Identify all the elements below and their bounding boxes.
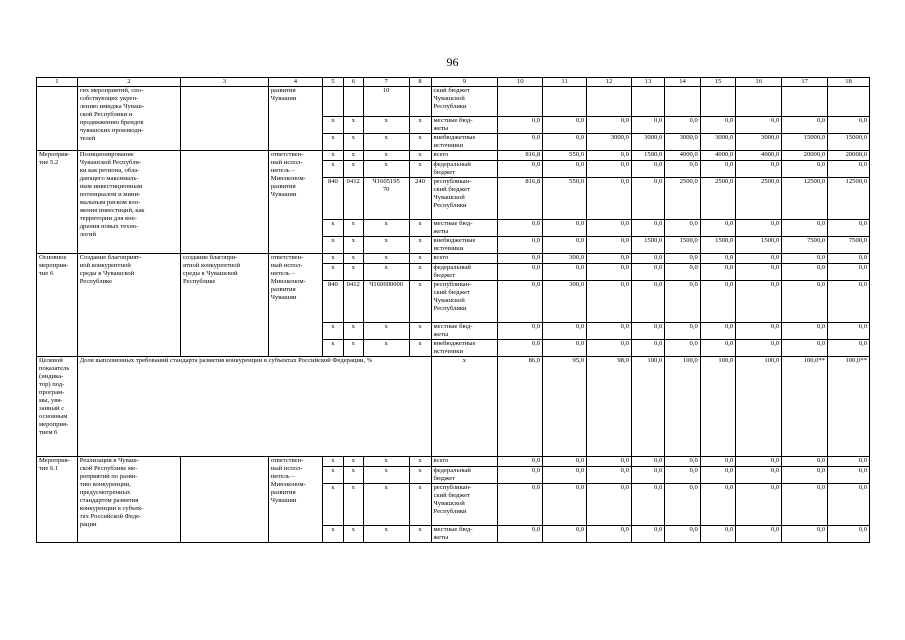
- rzpr-cell: x: [343, 323, 363, 340]
- grbs-cell: x: [322, 161, 343, 178]
- value-cell: 0,0: [736, 340, 782, 357]
- indicator-value-cell: 95,0: [543, 357, 587, 457]
- value-cell: 0,0: [736, 526, 782, 543]
- funding-source-cell: республикан- ский бюджет Чувашской Республики: [431, 178, 498, 220]
- value-cell: 0,0: [828, 161, 870, 178]
- vr-cell: x: [409, 340, 431, 357]
- executor-cell: ответствен- ный испол- нитель – Минэконом- развития Чувашии: [268, 457, 322, 543]
- value-cell: 20000,0: [782, 151, 828, 161]
- funding-source-cell: внебюджетные источники: [431, 340, 498, 357]
- value-cell: 0,0: [498, 264, 543, 281]
- value-cell: 0,0: [736, 281, 782, 323]
- event-name-cell: гих мероприятий, спо- собствующих укреп- лению имиджа Чуваш- ской Республики и продвижению брендов чувашских производи- телей: [77, 87, 180, 151]
- value-cell: 0,0: [631, 526, 664, 543]
- funding-source-cell: внебюджетные источники: [431, 237, 498, 254]
- rzpr-cell: x: [343, 220, 363, 237]
- executor-cell: ответствен- ный испол- нитель – Минэконом- развития Чувашии: [268, 254, 322, 357]
- value-cell: 1500,0: [631, 151, 664, 161]
- rzpr-cell: x: [343, 467, 363, 484]
- vr-cell: [409, 87, 431, 117]
- value-cell: [665, 87, 700, 117]
- value-cell: 0,0: [587, 151, 632, 161]
- executor-cell: развития Чувашии: [268, 87, 322, 151]
- csr-cell: 10: [363, 87, 409, 117]
- header-cell: 3: [181, 78, 269, 87]
- value-cell: 0,0: [736, 220, 782, 237]
- indicator-label-cell: Целевой показатель (индика- тор) под- програм- мы, увя- занный с основным мероприя- тием 6: [37, 357, 78, 457]
- value-cell: 20000,0: [828, 151, 870, 161]
- value-cell: 4000,0: [665, 151, 700, 161]
- value-cell: 0,0: [498, 220, 543, 237]
- table-row: [37, 87, 870, 117]
- grbs-cell: x: [322, 457, 343, 467]
- vr-cell: x: [409, 467, 431, 484]
- value-cell: [828, 87, 870, 117]
- vr-cell: x: [409, 281, 431, 323]
- rzpr-cell: x: [343, 237, 363, 254]
- value-cell: 0,0: [631, 340, 664, 357]
- value-cell: 0,0: [828, 264, 870, 281]
- value-cell: 0,0: [587, 254, 632, 264]
- funding-source-cell: ский бюджет Чувашской Республики: [431, 87, 498, 117]
- value-cell: 0,0: [631, 484, 664, 526]
- funding-source-cell: федеральный бюджет: [431, 264, 498, 281]
- value-cell: 0,0: [828, 254, 870, 264]
- csr-cell: x: [363, 151, 409, 161]
- funding-source-cell: федеральный бюджет: [431, 161, 498, 178]
- value-cell: 0,0: [736, 254, 782, 264]
- goal-cell: [181, 87, 269, 151]
- value-cell: 0,0: [700, 340, 735, 357]
- grbs-cell: 840: [322, 281, 343, 323]
- value-cell: 0,0: [828, 220, 870, 237]
- grbs-cell: x: [322, 484, 343, 526]
- value-cell: 0,0: [498, 134, 543, 151]
- value-cell: 0,0: [543, 161, 587, 178]
- grbs-cell: [322, 87, 343, 117]
- header-cell: 4: [268, 78, 322, 87]
- header-cell: 7: [363, 78, 409, 87]
- value-cell: 0,0: [543, 484, 587, 526]
- value-cell: 1500,0: [700, 237, 735, 254]
- value-cell: 4000,0: [700, 151, 735, 161]
- rzpr-cell: x: [343, 161, 363, 178]
- grbs-cell: x: [322, 467, 343, 484]
- value-cell: 0,0: [631, 457, 664, 467]
- grbs-cell: x: [322, 323, 343, 340]
- header-cell: 15: [700, 78, 735, 87]
- value-cell: 0,0: [498, 323, 543, 340]
- header-cell: 9: [431, 78, 498, 87]
- value-cell: 0,0: [700, 161, 735, 178]
- rzpr-cell: x: [343, 526, 363, 543]
- header-cell: 8: [409, 78, 431, 87]
- table-row: [37, 254, 870, 264]
- value-cell: 7500,0: [782, 237, 828, 254]
- value-cell: 0,0: [543, 117, 587, 134]
- value-cell: 0,0: [828, 484, 870, 526]
- value-cell: 2500,0: [665, 178, 700, 220]
- page-number: 96: [446, 55, 459, 69]
- indicator-value-cell: 100,0**: [828, 357, 870, 457]
- value-cell: 0,0: [587, 484, 632, 526]
- event-code-cell: Мероприя- тие 5.2: [37, 151, 78, 254]
- rzpr-cell: x: [343, 457, 363, 467]
- value-cell: 2500,0: [700, 178, 735, 220]
- value-cell: 0,0: [631, 467, 664, 484]
- value-cell: 0,0: [665, 161, 700, 178]
- header-cell: 1: [37, 78, 78, 87]
- csr-cell: x: [363, 117, 409, 134]
- indicator-row: [37, 357, 870, 457]
- value-cell: 0,0: [587, 264, 632, 281]
- event-name-cell: Реализация в Чуваш- ской Республике ме- роприятий по разви- тию конкуренции, предусмотренных стандартом развития конкуренции в субъек- тах Российской Феде- рации: [77, 457, 180, 543]
- value-cell: 0,0: [665, 281, 700, 323]
- value-cell: 0,0: [498, 467, 543, 484]
- header-cell: 14: [665, 78, 700, 87]
- value-cell: 0,0: [700, 254, 735, 264]
- header-cell: 10: [498, 78, 543, 87]
- vr-cell: x: [409, 484, 431, 526]
- header-cell: 18: [828, 78, 870, 87]
- value-cell: 0,0: [543, 467, 587, 484]
- value-cell: 0,0: [587, 161, 632, 178]
- indicator-source-cell: x: [431, 357, 498, 457]
- value-cell: 0,0: [665, 467, 700, 484]
- value-cell: 0,0: [665, 526, 700, 543]
- value-cell: 15000,0: [828, 134, 870, 151]
- vr-cell: x: [409, 526, 431, 543]
- vr-cell: x: [409, 161, 431, 178]
- value-cell: 0,0: [631, 161, 664, 178]
- budget-table: [36, 77, 870, 543]
- value-cell: 0,0: [665, 457, 700, 467]
- funding-source-cell: республикан- ский бюджет Чувашской Республики: [431, 281, 498, 323]
- value-cell: 0,0: [700, 281, 735, 323]
- rzpr-cell: x: [343, 264, 363, 281]
- value-cell: 0,0: [665, 254, 700, 264]
- value-cell: 0,0: [736, 161, 782, 178]
- csr-cell: x: [363, 220, 409, 237]
- grbs-cell: x: [322, 254, 343, 264]
- indicator-value-cell: 100,0: [700, 357, 735, 457]
- grbs-cell: x: [322, 117, 343, 134]
- grbs-cell: x: [322, 220, 343, 237]
- indicator-value-cell: 100,0: [631, 357, 664, 457]
- value-cell: 7500,0: [828, 237, 870, 254]
- value-cell: 0,0: [828, 323, 870, 340]
- value-cell: 0,0: [587, 526, 632, 543]
- value-cell: 3000,0: [736, 134, 782, 151]
- indicator-value-cell: 100,0: [736, 357, 782, 457]
- value-cell: 0,0: [700, 264, 735, 281]
- value-cell: 0,0: [631, 281, 664, 323]
- value-cell: 12500,0: [828, 178, 870, 220]
- value-cell: 0,0: [665, 484, 700, 526]
- vr-cell: x: [409, 117, 431, 134]
- value-cell: 0,0: [828, 467, 870, 484]
- value-cell: 0,0: [782, 484, 828, 526]
- value-cell: 1500,0: [665, 237, 700, 254]
- value-cell: 0,0: [543, 220, 587, 237]
- value-cell: 0,0: [631, 254, 664, 264]
- event-code-cell: Мероприя- тие 6.1: [37, 457, 78, 543]
- value-cell: 0,0: [700, 220, 735, 237]
- value-cell: 0,0: [736, 264, 782, 281]
- value-cell: 550,0: [543, 151, 587, 161]
- value-cell: 0,0: [700, 526, 735, 543]
- value-cell: 0,0: [498, 526, 543, 543]
- value-cell: 0,0: [736, 323, 782, 340]
- header-row: [37, 78, 870, 87]
- rzpr-cell: x: [343, 254, 363, 264]
- table-row: [37, 457, 870, 467]
- value-cell: 12500,0: [782, 178, 828, 220]
- header-cell: 17: [782, 78, 828, 87]
- vr-cell: x: [409, 254, 431, 264]
- funding-source-cell: местные бюд- жеты: [431, 323, 498, 340]
- header-cell: 11: [543, 78, 587, 87]
- value-cell: 0,0: [736, 457, 782, 467]
- vr-cell: x: [409, 264, 431, 281]
- value-cell: 0,0: [498, 237, 543, 254]
- goal-cell: создание благопри- ятной конкурентной среды в Чувашской Республике: [181, 254, 269, 357]
- rzpr-cell: [343, 87, 363, 117]
- indicator-value-cell: 100,0**: [782, 357, 828, 457]
- csr-cell: x: [363, 161, 409, 178]
- csr-cell: x: [363, 323, 409, 340]
- value-cell: 0,0: [543, 457, 587, 467]
- value-cell: 0,0: [543, 340, 587, 357]
- grbs-cell: x: [322, 526, 343, 543]
- funding-source-cell: республикан- ский бюджет Чувашской Республики: [431, 484, 498, 526]
- value-cell: 0,0: [543, 323, 587, 340]
- value-cell: 1500,0: [736, 237, 782, 254]
- rzpr-cell: x: [343, 484, 363, 526]
- value-cell: 550,0: [543, 178, 587, 220]
- value-cell: 0,0: [700, 467, 735, 484]
- value-cell: 0,0: [828, 526, 870, 543]
- table-row: [37, 151, 870, 161]
- value-cell: 816,8: [498, 151, 543, 161]
- value-cell: 0,0: [498, 161, 543, 178]
- rzpr-cell: x: [343, 151, 363, 161]
- value-cell: 0,0: [543, 264, 587, 281]
- funding-source-cell: местные бюд- жеты: [431, 526, 498, 543]
- grbs-cell: x: [322, 237, 343, 254]
- grbs-cell: x: [322, 151, 343, 161]
- value-cell: 0,0: [543, 237, 587, 254]
- value-cell: [543, 87, 587, 117]
- indicator-value-cell: 98,0: [587, 357, 632, 457]
- value-cell: 0,0: [782, 220, 828, 237]
- event-name-cell: Создание благоприят- ной конкурентной среды в Чувашской Республике: [77, 254, 180, 357]
- csr-cell: x: [363, 457, 409, 467]
- csr-cell: x: [363, 264, 409, 281]
- value-cell: 0,0: [631, 323, 664, 340]
- funding-source-cell: всего: [431, 457, 498, 467]
- value-cell: 0,0: [700, 117, 735, 134]
- value-cell: 0,0: [782, 254, 828, 264]
- value-cell: [631, 87, 664, 117]
- funding-source-cell: местные бюд- жеты: [431, 117, 498, 134]
- value-cell: 0,0: [828, 117, 870, 134]
- csr-cell: x: [363, 467, 409, 484]
- value-cell: 300,0: [543, 254, 587, 264]
- value-cell: 0,0: [543, 526, 587, 543]
- rzpr-cell: 0412: [343, 281, 363, 323]
- vr-cell: 240: [409, 178, 431, 220]
- value-cell: 0,0: [782, 526, 828, 543]
- value-cell: 0,0: [587, 323, 632, 340]
- header-cell: 2: [77, 78, 180, 87]
- value-cell: 0,0: [498, 457, 543, 467]
- value-cell: 0,0: [665, 340, 700, 357]
- value-cell: 2500,0: [736, 178, 782, 220]
- value-cell: 0,0: [498, 281, 543, 323]
- vr-cell: x: [409, 220, 431, 237]
- value-cell: 816,8: [498, 178, 543, 220]
- value-cell: [587, 87, 632, 117]
- csr-cell: x: [363, 237, 409, 254]
- grbs-cell: 840: [322, 178, 343, 220]
- csr-cell: x: [363, 254, 409, 264]
- value-cell: 0,0: [736, 484, 782, 526]
- rzpr-cell: 0412: [343, 178, 363, 220]
- value-cell: 0,0: [700, 323, 735, 340]
- value-cell: 0,0: [665, 220, 700, 237]
- value-cell: 0,0: [782, 457, 828, 467]
- value-cell: 0,0: [587, 457, 632, 467]
- value-cell: 1500,0: [631, 237, 664, 254]
- value-cell: 0,0: [782, 264, 828, 281]
- value-cell: [498, 87, 543, 117]
- value-cell: 15000,0: [782, 134, 828, 151]
- value-cell: 0,0: [587, 467, 632, 484]
- value-cell: 0,0: [587, 117, 632, 134]
- indicator-value-cell: 100,0: [665, 357, 700, 457]
- value-cell: 0,0: [631, 220, 664, 237]
- value-cell: [700, 87, 735, 117]
- executor-cell: ответствен- ный испол- нитель – Минэконом- развития Чувашии: [268, 151, 322, 254]
- value-cell: 0,0: [631, 117, 664, 134]
- csr-cell: x: [363, 526, 409, 543]
- vr-cell: x: [409, 323, 431, 340]
- value-cell: 0,0: [828, 281, 870, 323]
- grbs-cell: x: [322, 340, 343, 357]
- csr-cell: Ч1605195 70: [363, 178, 409, 220]
- rzpr-cell: x: [343, 134, 363, 151]
- value-cell: 0,0: [782, 467, 828, 484]
- rzpr-cell: x: [343, 117, 363, 134]
- vr-cell: x: [409, 151, 431, 161]
- value-cell: 0,0: [587, 220, 632, 237]
- header-cell: 5: [322, 78, 343, 87]
- value-cell: [782, 87, 828, 117]
- value-cell: 0,0: [665, 323, 700, 340]
- value-cell: 0,0: [498, 340, 543, 357]
- value-cell: 3000,0: [587, 134, 632, 151]
- value-cell: 3000,0: [665, 134, 700, 151]
- event-code-cell: [37, 87, 78, 151]
- value-cell: 0,0: [498, 254, 543, 264]
- value-cell: 0,0: [782, 161, 828, 178]
- header-cell: 6: [343, 78, 363, 87]
- value-cell: 0,0: [782, 117, 828, 134]
- funding-source-cell: внебюджетные источники: [431, 134, 498, 151]
- value-cell: 0,0: [700, 484, 735, 526]
- value-cell: 0,0: [665, 117, 700, 134]
- value-cell: 3000,0: [631, 134, 664, 151]
- value-cell: 0,0: [498, 484, 543, 526]
- csr-cell: Ч160600000: [363, 281, 409, 323]
- value-cell: 0,0: [665, 264, 700, 281]
- value-cell: 0,0: [498, 117, 543, 134]
- value-cell: [736, 87, 782, 117]
- value-cell: 0,0: [828, 457, 870, 467]
- value-cell: 3000,0: [700, 134, 735, 151]
- event-code-cell: Основное мероприя- тие 6: [37, 254, 78, 357]
- value-cell: 0,0: [587, 237, 632, 254]
- value-cell: 0,0: [587, 340, 632, 357]
- goal-cell: [181, 151, 269, 254]
- value-cell: 4000,0: [736, 151, 782, 161]
- funding-source-cell: всего: [431, 151, 498, 161]
- value-cell: 0,0: [828, 340, 870, 357]
- vr-cell: x: [409, 237, 431, 254]
- goal-cell: [181, 457, 269, 543]
- value-cell: 0,0: [587, 281, 632, 323]
- grbs-cell: x: [322, 134, 343, 151]
- csr-cell: x: [363, 134, 409, 151]
- vr-cell: x: [409, 134, 431, 151]
- value-cell: 0,0: [782, 281, 828, 323]
- value-cell: 0,0: [587, 178, 632, 220]
- indicator-description-cell: Доля выполненных требований стандарта развития конкуренции в субъектах Российской Федерации, %: [77, 357, 431, 457]
- header-cell: 16: [736, 78, 782, 87]
- value-cell: 0,0: [736, 117, 782, 134]
- value-cell: 300,0: [543, 281, 587, 323]
- indicator-value-cell: 86,0: [498, 357, 543, 457]
- funding-source-cell: местные бюд- жеты: [431, 220, 498, 237]
- header-cell: 13: [631, 78, 664, 87]
- value-cell: 0,0: [631, 264, 664, 281]
- funding-source-cell: федеральный бюджет: [431, 467, 498, 484]
- vr-cell: x: [409, 457, 431, 467]
- event-name-cell: Позиционирование Чувашской Республи- ки как региона, обла- дающего максималь- ным инвестиционным потенциалом и мини- мальным риском вло- жения инвестиций, как территории для вне- дрения новых техно- логий: [77, 151, 180, 254]
- value-cell: 0,0: [631, 178, 664, 220]
- header-cell: 12: [587, 78, 632, 87]
- value-cell: 0,0: [782, 340, 828, 357]
- value-cell: 0,0: [700, 457, 735, 467]
- csr-cell: x: [363, 340, 409, 357]
- grbs-cell: x: [322, 264, 343, 281]
- rzpr-cell: x: [343, 340, 363, 357]
- value-cell: 0,0: [736, 467, 782, 484]
- value-cell: 0,0: [543, 134, 587, 151]
- csr-cell: x: [363, 484, 409, 526]
- value-cell: 0,0: [782, 323, 828, 340]
- funding-source-cell: всего: [431, 254, 498, 264]
